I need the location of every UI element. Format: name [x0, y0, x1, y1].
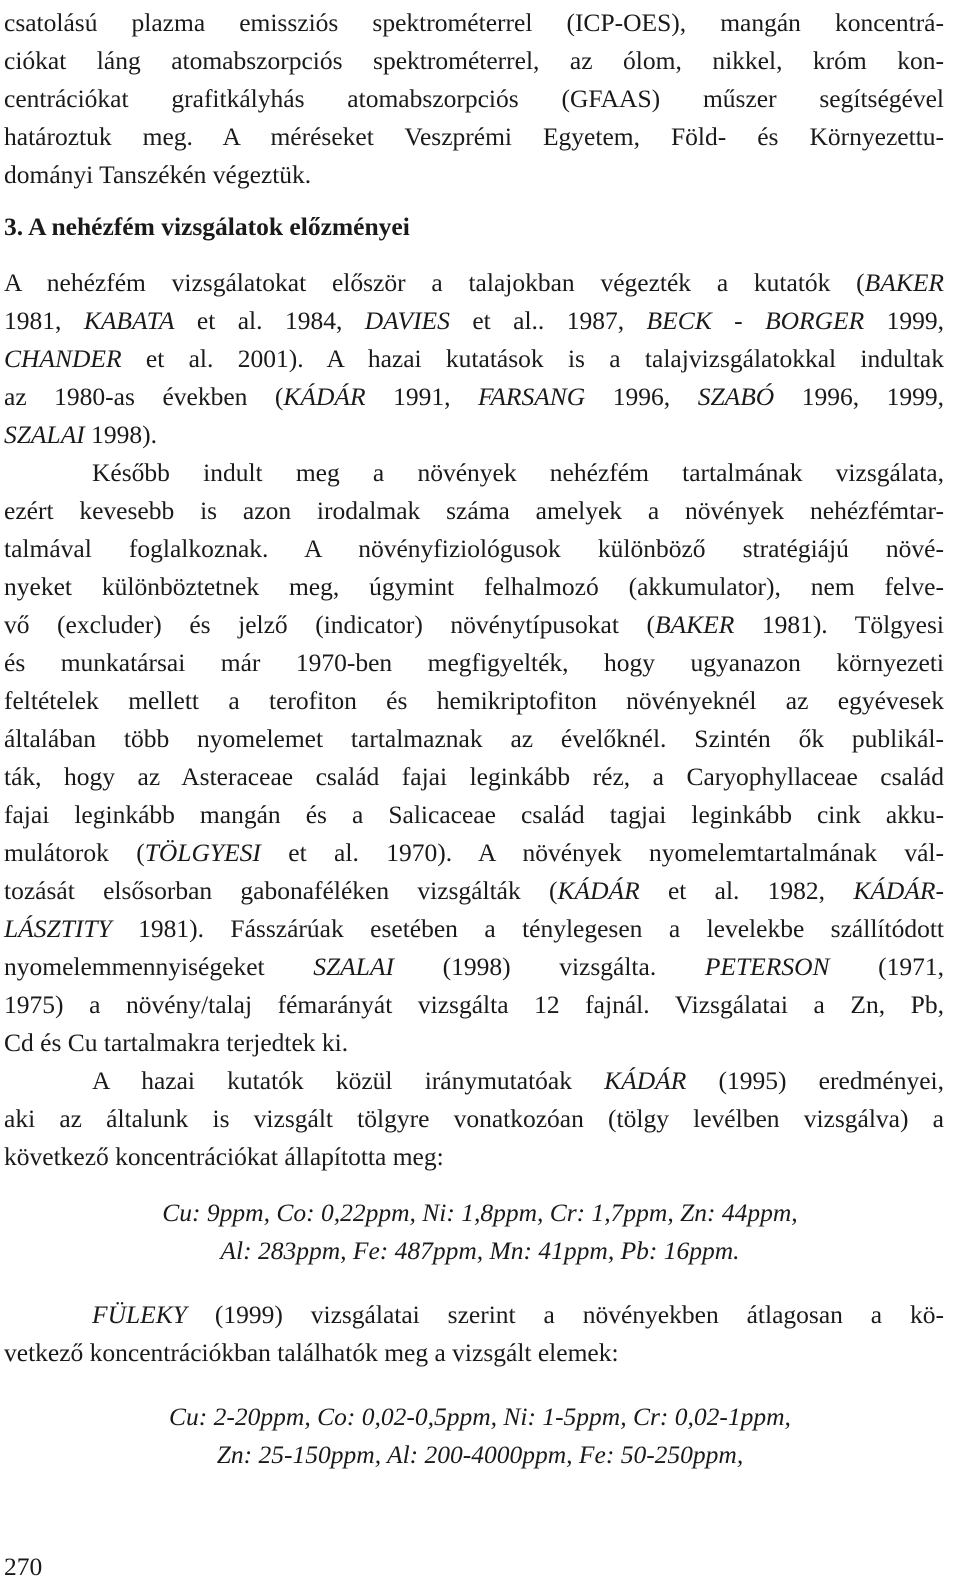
text-span: (1995) eredményei,	[686, 1066, 944, 1095]
text-span: centrációkat grafitkályhás atomabszorpciós (GFAAS) műszer segítségével	[4, 84, 944, 113]
text-line	[4, 42, 944, 80]
text-span: ták, hogy az Asteraceae család fajai leginkább réz, a Caryophyllaceae család	[4, 762, 944, 791]
author-name: BECK - BORGER	[646, 306, 865, 335]
text-span: et al. 1982,	[639, 876, 854, 905]
text-span: 1981). Fásszárúak esetében a ténylegesen a levelekbe szállítódott	[111, 914, 944, 943]
text-line	[4, 530, 944, 568]
text-span: ciókat láng atomabszorpciós spektrométerrel, az ólom, nikkel, króm kon-	[4, 46, 944, 75]
text-line	[4, 796, 944, 834]
author-name: SZALAI	[313, 952, 394, 981]
text-span: következő koncentrációkat állapította meg:	[4, 1142, 444, 1171]
text-line	[4, 1334, 944, 1372]
text-span: 1999,	[864, 306, 945, 335]
text-span: nyomelemmennyiségeket	[4, 952, 314, 981]
concentration-list-line: Zn: 25-150ppm, Al: 200-4000ppm, Fe: 50-250ppm,	[216, 1440, 744, 1469]
text-span: (1971,	[829, 952, 945, 981]
text-line	[4, 606, 944, 644]
author-name: DAVIES	[364, 306, 450, 335]
text-line	[4, 758, 944, 796]
text-line	[4, 340, 944, 378]
section-heading: 3. A nehézfém vizsgálatok előzményei	[4, 212, 410, 241]
text-span: 1996,	[585, 382, 698, 411]
concentration-list-line: Cu: 9ppm, Co: 0,22ppm, Ni: 1,8ppm, Cr: 1,7ppm, Zn: 44ppm,	[162, 1198, 798, 1227]
text-span: A hazai kutatók közül iránymutatóak	[92, 1066, 605, 1095]
text-span: feltételek mellett a terofiton és hemikriptofiton növényeknél az egyévesek	[4, 686, 944, 715]
text-span: 1975) a növény/talaj fémarányát vizsgálta 12 fajnál. Vizsgálatai a Zn, Pb,	[4, 990, 944, 1019]
text-span: vetkező koncentrációkban találhatók meg a vizsgált elemek:	[4, 1338, 619, 1367]
text-line	[4, 1100, 944, 1138]
text-span: A nehézfém vizsgálatokat először a talajokban végezték a kutatók (	[4, 268, 865, 297]
text-line	[4, 156, 944, 194]
text-line	[4, 416, 944, 454]
text-span: aki az általunk is vizsgált tölgyre vonatkozóan (tölgy levélben vizsgálva) a	[4, 1104, 944, 1133]
author-name: FÜLEKY	[92, 1300, 187, 1329]
text-span: vő (excluder) és jelző (indicator) növénytípusokat (	[4, 610, 655, 639]
text-span: (1998) vizsgálta.	[393, 952, 705, 981]
author-name: SZALAI	[4, 420, 85, 449]
text-line	[4, 986, 944, 1024]
text-line	[4, 1138, 944, 1176]
text-line	[92, 454, 944, 492]
text-line	[92, 1062, 944, 1100]
text-span: et al. 2001). A hazai kutatások is a talajvizsgálatokkal indultak	[121, 344, 944, 373]
author-name: BAKER	[654, 610, 735, 639]
text-line	[4, 492, 944, 530]
author-name: KÁDÁR	[604, 1066, 687, 1095]
concentration-list-line: Cu: 2-20ppm, Co: 0,02-0,5ppm, Ni: 1-5ppm, Cr: 0,02-1ppm,	[169, 1402, 791, 1431]
text-span: nyeket különböztetnek meg, úgymint felhalmozó (akkumulator), nem felve-	[4, 572, 944, 601]
text-span: et al. 1984,	[174, 306, 365, 335]
text-span: Később indult meg a növények nehézfém tartalmának vizsgálata,	[92, 458, 944, 487]
page-number: 270	[4, 1552, 43, 1581]
text-span: 1981). Tölgyesi	[734, 610, 944, 639]
text-line	[4, 302, 944, 340]
text-line	[4, 834, 944, 872]
text-span: határoztuk meg. A méréseket Veszprémi Egyetem, Föld- és Környezettu-	[4, 122, 944, 151]
text-line	[4, 1024, 944, 1062]
author-name: PETERSON	[704, 952, 830, 981]
author-name: KÁDÁR-	[853, 876, 944, 905]
text-span: ezért kevesebb is azon irodalmak száma amelyek a növények nehézfémtar-	[4, 496, 944, 525]
text-line	[4, 948, 944, 986]
text-line	[4, 720, 944, 758]
author-name: CHANDER	[4, 344, 122, 373]
author-name: SZABÓ	[697, 382, 775, 411]
text-line	[4, 118, 944, 156]
author-name: KABATA	[83, 306, 175, 335]
text-span: mulátorok (	[4, 838, 145, 867]
text-span: talmával foglalkoznak. A növényfiziológusok különböző stratégiájú növé-	[4, 534, 944, 563]
text-span: és munkatársai már 1970-ben megfigyelték, hogy ugyanazon környezeti	[4, 648, 944, 677]
text-span: et al. 1970). A növények nyomelemtartalmának vál-	[260, 838, 944, 867]
author-name: KÁDÁR	[557, 876, 640, 905]
text-line	[4, 264, 944, 302]
text-span: fajai leginkább mangán és a Salicaceae család tagjai leginkább cink akku-	[4, 800, 944, 829]
text-line	[4, 872, 944, 910]
author-name: KÁDÁR	[283, 382, 366, 411]
text-span: Cd és Cu tartalmakra terjedtek ki.	[4, 1028, 349, 1057]
text-span: dományi Tanszékén végeztük.	[4, 160, 312, 189]
text-span: 1981,	[4, 306, 84, 335]
text-line	[4, 378, 944, 416]
text-span: 1996, 1999,	[774, 382, 945, 411]
text-span: (1999) vizsgálatai szerint a növényekben átlagosan a kö-	[186, 1300, 944, 1329]
author-name: TÖLGYESI	[144, 838, 261, 867]
author-name: LÁSZTITY	[4, 914, 112, 943]
text-span: 1998).	[84, 420, 158, 449]
text-span: általában több nyomelemet tartalmaznak az évelőknél. Szintén ők publikál-	[4, 724, 944, 753]
concentration-list-line: Al: 283ppm, Fe: 487ppm, Mn: 41ppm, Pb: 16ppm.	[220, 1236, 740, 1265]
author-name: FARSANG	[478, 382, 586, 411]
text-span: et al.. 1987,	[449, 306, 647, 335]
text-line	[92, 1296, 944, 1334]
text-span: csatolású plazma emissziós spektrométerrel (ICP-OES), mangán koncentrá-	[4, 8, 944, 37]
text-line	[4, 644, 944, 682]
text-span: 1991,	[365, 382, 479, 411]
text-line	[4, 80, 944, 118]
text-line	[4, 910, 944, 948]
author-name: BAKER	[864, 268, 944, 297]
text-line	[4, 4, 944, 42]
text-span: tozását elsősorban gabonaféléken vizsgálták (	[4, 876, 558, 905]
text-span: az 1980-as években (	[4, 382, 284, 411]
text-line	[4, 568, 944, 606]
text-line	[4, 682, 944, 720]
